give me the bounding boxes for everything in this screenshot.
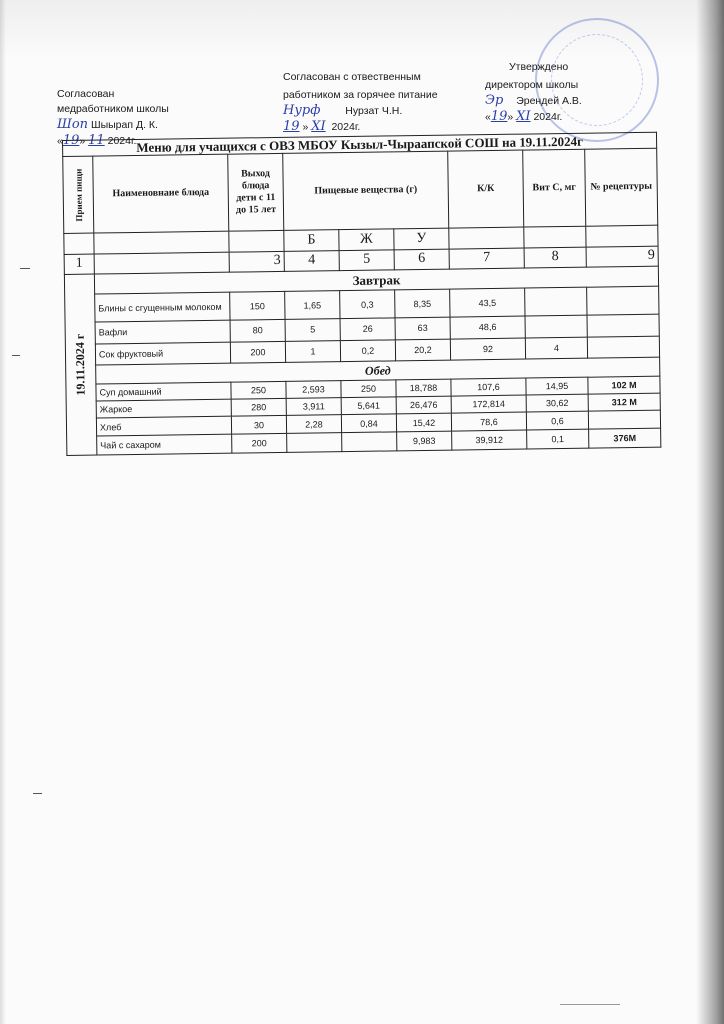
recipe-number xyxy=(587,336,659,358)
date-quote-close: » xyxy=(79,135,86,147)
kk-value: 39,912 xyxy=(452,430,527,450)
carbs-value: 20,2 xyxy=(395,339,450,361)
date-quote-open: « xyxy=(485,111,491,123)
approval-director-date xyxy=(485,109,582,125)
col-number: 6 xyxy=(394,249,449,270)
col-number: 3 xyxy=(229,251,284,272)
kk-value: 107,6 xyxy=(451,378,526,396)
dish-output: 200 xyxy=(230,341,285,363)
recipe-number xyxy=(587,314,659,336)
date-month: XI xyxy=(516,109,531,124)
approval-director-name: Эрендей А.В. xyxy=(516,95,582,107)
fat-value: 0,3 xyxy=(340,290,395,319)
dish-name: Жаркое xyxy=(96,400,231,419)
dish-name: Хлеб xyxy=(96,417,231,436)
date-month: 11 xyxy=(88,133,105,148)
scan-speck xyxy=(12,355,20,356)
vitc-value: 14,95 xyxy=(526,377,588,395)
recipe-number: 376М xyxy=(589,428,661,448)
page-title: Меню для учащихся с ОВЗ МБОУ Кызыл-Чыраапской СОШ на 19.11.2024г xyxy=(63,132,657,156)
dish-output: 150 xyxy=(230,292,285,321)
approval-director xyxy=(485,60,582,125)
col-number: 1 xyxy=(64,254,94,275)
fat-value: 5,641 xyxy=(341,397,396,415)
fat-value: 250 xyxy=(341,380,396,398)
dish-output: 280 xyxy=(231,399,286,417)
approval-medic-line2: медработником школы xyxy=(57,103,169,115)
date-day: 19 xyxy=(490,109,508,124)
approval-director-signature-line xyxy=(485,93,582,109)
handwritten-signature: Эр xyxy=(485,93,504,108)
handwritten-signature: Шоп xyxy=(57,117,89,132)
carbs-value: 18,788 xyxy=(396,379,451,397)
dish-output: 250 xyxy=(231,382,286,400)
date-year: 2024г. xyxy=(331,121,361,133)
col-number: 7 xyxy=(449,248,524,269)
protein-value: 1 xyxy=(285,340,340,362)
protein-value: 5 xyxy=(285,319,340,341)
protein-value: 2,28 xyxy=(286,415,341,433)
menu-table xyxy=(62,132,661,456)
fat-value: 0,84 xyxy=(341,414,396,432)
dish-name: Блины с сгущенным молоком xyxy=(95,292,230,322)
date-quote-close: » xyxy=(302,121,309,133)
kk-value: 92 xyxy=(450,338,525,360)
recipe-number: 312 М xyxy=(588,394,660,412)
scan-shadow-left xyxy=(0,0,6,1024)
kk-value: 48,6 xyxy=(450,316,525,338)
date-year: 2024г. xyxy=(533,111,563,123)
date-quote-open: « xyxy=(57,135,63,147)
subheader-protein: Б xyxy=(284,230,339,251)
approval-food-officer xyxy=(283,70,438,135)
vitc-value: 30,62 xyxy=(526,395,588,413)
dish-name: Сок фруктовый xyxy=(95,342,230,365)
header-dish: Наименовнаие блюда xyxy=(93,154,229,233)
carbs-value: 9,983 xyxy=(397,431,452,451)
dish-output: 80 xyxy=(230,319,285,341)
fat-value: 26 xyxy=(340,318,395,340)
approval-medic-signature-line xyxy=(57,117,169,133)
protein-value: 3,911 xyxy=(286,398,341,416)
approval-food-date xyxy=(283,119,438,135)
dish-name: Чай с сахаром xyxy=(97,434,232,455)
fat-value xyxy=(342,431,397,451)
header-output: Выход блюда дети с 11 до 15 лет xyxy=(228,153,284,231)
col-number: 9 xyxy=(586,246,658,267)
recipe-number xyxy=(587,286,660,315)
header-nutrients: Пищевые вещества (г) xyxy=(283,151,449,230)
approval-director-line2: директором школы xyxy=(485,79,579,91)
date-month: XI xyxy=(311,119,326,134)
header-meal xyxy=(63,156,94,234)
vitc-value: 4 xyxy=(525,337,587,359)
header-recipe: № рецептуры xyxy=(585,148,658,226)
approval-medic-line1: Согласован xyxy=(57,88,115,100)
dish-output: 30 xyxy=(231,416,286,434)
date-day: 19 xyxy=(283,119,300,134)
scan-shadow-right xyxy=(696,0,724,1024)
protein-value xyxy=(287,432,342,452)
approval-medic-name: Шыырап Д. К. xyxy=(90,119,158,131)
date-year: 2024г. xyxy=(107,135,137,147)
vitc-value xyxy=(525,287,587,316)
handwritten-signature: Нурф xyxy=(283,103,321,118)
menu-date: 19.11.2024 г xyxy=(72,333,88,396)
vitc-value xyxy=(525,315,587,337)
kk-value: 78,6 xyxy=(451,413,526,431)
recipe-number xyxy=(588,411,660,429)
col-number: 4 xyxy=(284,250,339,271)
col-number: 5 xyxy=(339,249,394,270)
carbs-value: 63 xyxy=(395,317,450,339)
date-day: 19 xyxy=(62,133,80,148)
header-vitc: Вит С, мг xyxy=(523,149,586,227)
header-row xyxy=(63,148,658,233)
carbs-value: 15,42 xyxy=(396,414,451,432)
dish-name: Вафли xyxy=(95,320,230,343)
protein-value: 2,593 xyxy=(286,381,341,399)
protein-value: 1,65 xyxy=(285,291,340,320)
section-title: Завтрак xyxy=(94,266,658,294)
approval-food-name: Нурзат Ч.Н. xyxy=(345,105,403,117)
vitc-value: 0,6 xyxy=(526,412,588,430)
carbs-value: 8,35 xyxy=(395,289,450,318)
header-meal-label: Прием пищи xyxy=(72,168,84,222)
subheader-fat: Ж xyxy=(339,229,394,250)
approval-food-signature-line xyxy=(283,103,438,119)
scan-speck xyxy=(33,793,42,794)
kk-value: 43,5 xyxy=(450,288,525,317)
approval-food-line1: Согласован с отвественным xyxy=(283,71,421,83)
date-quote-close: » xyxy=(507,111,514,123)
carbs-value: 26,476 xyxy=(396,396,451,414)
section-title: Обед xyxy=(96,357,660,384)
date-cell xyxy=(64,274,97,456)
vitc-value: 0,1 xyxy=(527,429,589,449)
approval-director-line1: Утверждено xyxy=(509,61,569,73)
subheader-carbs: У xyxy=(394,228,449,249)
recipe-number: 102 М xyxy=(588,376,660,394)
kk-value: 172,814 xyxy=(451,395,526,413)
scan-speck xyxy=(20,268,30,269)
dish-name: Суп домашний xyxy=(96,382,231,401)
dish-output: 200 xyxy=(232,433,287,453)
scan-speck xyxy=(560,1004,620,1005)
approval-food-line2: работником за горячее питание xyxy=(283,89,438,101)
header-kk: К/К xyxy=(448,150,524,228)
col-number: 8 xyxy=(524,247,586,268)
fat-value: 0,2 xyxy=(340,339,395,361)
